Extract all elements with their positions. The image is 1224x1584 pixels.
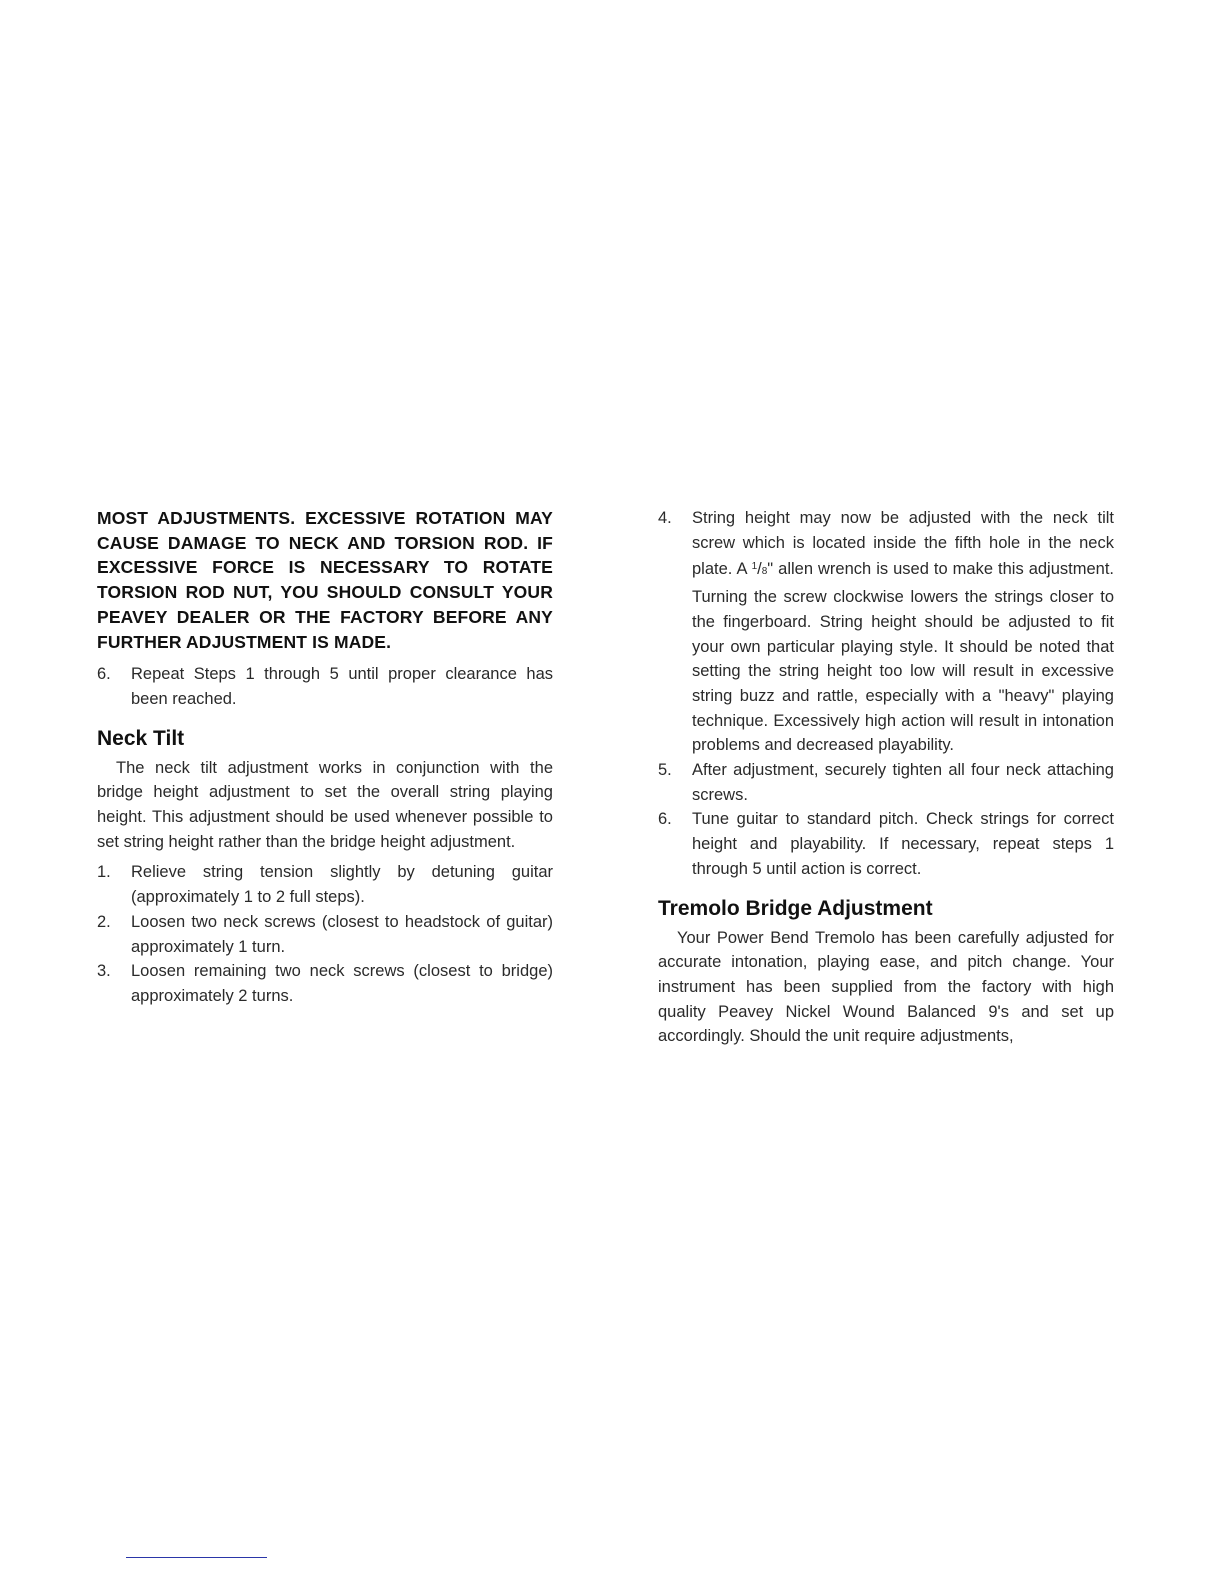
- step-number: 3.: [97, 962, 111, 981]
- step-text: Loosen two neck screws (closest to headstock of guitar) approximately 1 turn.: [131, 912, 553, 956]
- neck-tilt-step-6: [658, 807, 1114, 881]
- neck-tilt-step-4: [658, 506, 1114, 758]
- fraction-numerator: 1: [751, 561, 758, 573]
- right-column: [658, 506, 1114, 1055]
- neck-tilt-step-5: [658, 758, 1114, 807]
- step-text: Relieve string tension slightly by detuning guitar (approximately 1 to 2 full steps).: [131, 863, 553, 907]
- tremolo-intro: Your Power Bend Tremolo has been carefully adjusted for accurate intonation, playing ease, and pitch change. Your instrument has been supplied from the factory with high quality Peavey Nickel Wound Balanced 9's and set up accordingly. Should the unit require adjustments,: [658, 928, 1114, 1046]
- step-number: 2.: [97, 912, 111, 931]
- footer-rule: [126, 1557, 267, 1558]
- step-number: 6.: [658, 810, 672, 829]
- truss-step-6: [97, 662, 553, 711]
- neck-tilt-step-2: [97, 910, 553, 959]
- neck-tilt-step-3: [97, 959, 553, 1008]
- torsion-rod-warning: MOST ADJUSTMENTS. EXCESSIVE ROTATION MAY CAUSE DAMAGE TO NECK AND TORSION ROD. IF EXCESSIVE FORCE IS NECESSARY TO ROTATE TORSION ROD NUT, YOU SHOULD CONSULT YOUR PEAVEY DEALER OR THE FACTORY BEFORE ANY FURTHER ADJUSTMENT IS MADE.: [97, 508, 553, 652]
- step-text: Tune guitar to standard pitch. Check strings for correct height and playability. If necessary, repeat steps 1 through 5 until action is correct.: [692, 810, 1114, 878]
- left-column: [97, 506, 553, 1009]
- step-number: 5.: [658, 761, 672, 780]
- step-number: 6.: [97, 665, 111, 684]
- step-text: After adjustment, securely tighten all four neck attaching screws.: [692, 761, 1114, 804]
- tremolo-heading: Tremolo Bridge Adjustment: [658, 896, 933, 920]
- step-number: 4.: [658, 509, 672, 527]
- step-text: Repeat Steps 1 through 5 until proper clearance has been reached.: [131, 665, 553, 708]
- step-text-part: " allen wrench is used to make this adjustment. Turning the screw clockwise lowers the strings closer to the fingerboard. String height should be adjusted to fit your own particular playing style. It should be noted that setting the string height too low will result in excessive string buzz and rattle, especially with a "heavy" playing technique. Excessively high action will result in intonation problems and decreased playability.: [692, 560, 1115, 755]
- step-number: 1.: [97, 863, 111, 882]
- step-text-part: String height may now be adjusted with the neck tilt screw which is located inside the fifth hole in the neck plate. A: [692, 509, 1114, 579]
- neck-tilt-step-1: [97, 860, 553, 909]
- step-text: Loosen remaining two neck screws (closest to bridge) approximately 2 turns.: [131, 962, 553, 1005]
- neck-tilt-heading: Neck Tilt: [97, 726, 185, 750]
- neck-tilt-intro: The neck tilt adjustment works in conjunction with the bridge height adjustment to set the overall string playing height. This adjustment should be used whenever possible to set string height rather than the bridge height adjustment.: [97, 758, 553, 851]
- step-text: String height may now be adjusted with the neck tilt screw which is located inside the fifth hole in the neck plate. A $^1$/8" allen wrench is used to make this adjustment. Turning the screw clockwise lowers the strings closer to the fingerboard. String height should be adjusted to fit your own particular playing style. It should be noted that setting the string height too low will result in excessive string buzz and rattle, especially with a "heavy" playing technique. Excessively high action will result in intonation problems and decreased playability.: [692, 509, 1115, 755]
- fraction-denominator: 8: [761, 566, 768, 578]
